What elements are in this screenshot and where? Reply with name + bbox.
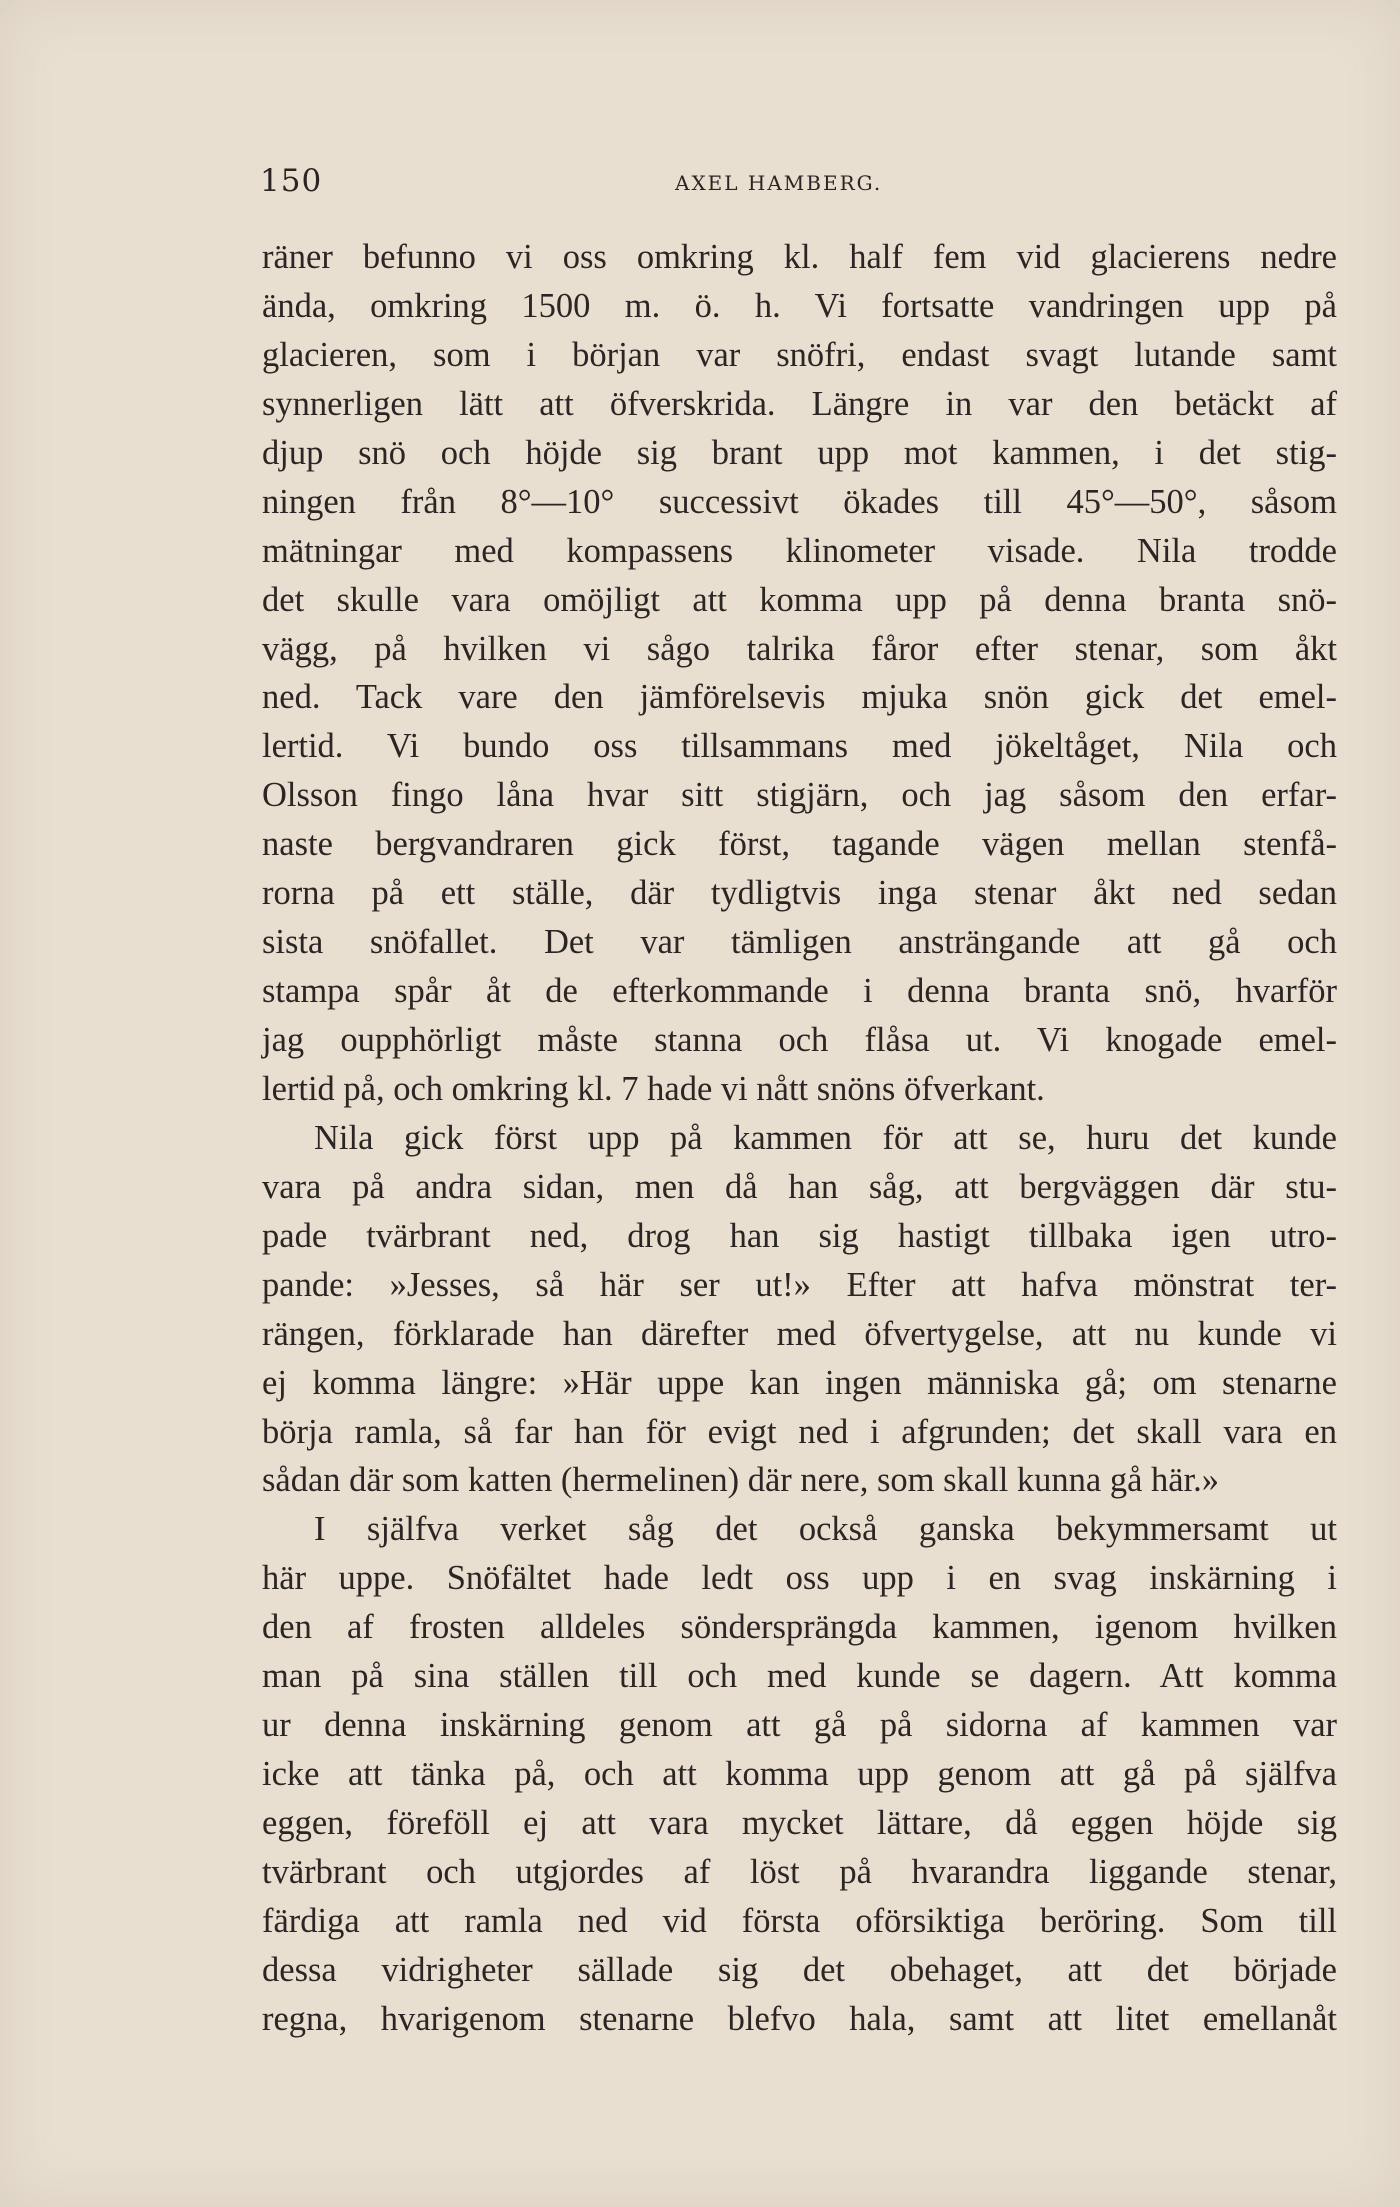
text-line: lertid på, och omkring kl. 7 hade vi nått snöns öfverkant. bbox=[262, 1069, 1045, 1108]
body-text bbox=[262, 233, 1337, 2044]
text-line: djup snö och höjde sig brant upp mot kammen, i det stig- bbox=[262, 433, 1337, 472]
text-line: naste bergvandraren gick först, tagande vägen mellan stenfå- bbox=[262, 825, 1337, 864]
text-line: vara på andra sidan, men då han såg, att bergväggen där stu- bbox=[262, 1167, 1337, 1206]
text-line: synnerligen lätt att öfverskrida. Längre in var den betäckt af bbox=[262, 384, 1337, 423]
text-line: sista snöfallet. Det var tämligen ansträngande att gå och bbox=[262, 923, 1337, 962]
text-line: färdiga att ramla ned vid första oförsiktiga beröring. Som till bbox=[262, 1901, 1337, 1940]
text-line: ned. Tack vare den jämförelsevis mjuka snön gick det emel- bbox=[262, 678, 1337, 717]
running-head: AXEL HAMBERG. bbox=[675, 171, 883, 195]
text-line: rängen, förklarade han därefter med öfvertygelse, att nu kunde vi bbox=[262, 1314, 1337, 1353]
text-line: det skulle vara omöjligt att komma upp på denna branta snö- bbox=[262, 580, 1337, 619]
text-line: stampa spår åt de efterkommande i denna branta snö, hvarför bbox=[262, 972, 1337, 1011]
text-line: rorna på ett ställe, där tydligtvis inga stenar åkt ned sedan bbox=[262, 874, 1337, 913]
text-line: man på sina ställen till och med kunde se dagern. Att komma bbox=[262, 1657, 1337, 1696]
text-line: pade tvärbrant ned, drog han sig hastigt tillbaka igen utro- bbox=[262, 1216, 1337, 1255]
text-line: eggen, föreföll ej att vara mycket lättare, då eggen höjde sig bbox=[262, 1804, 1337, 1842]
text-line: icke att tänka på, och att komma upp genom att gå på själfva bbox=[262, 1755, 1337, 1794]
text-line: ningen från 8°—10° successivt ökades till 45°—50°, såsom bbox=[262, 482, 1337, 521]
text-line: Nila gick först upp på kammen för att se, huru det kunde bbox=[314, 1118, 1337, 1157]
text-line: sådan där som katten (hermelinen) där nere, som skall kunna gå här.» bbox=[262, 1461, 1220, 1500]
page-header bbox=[260, 163, 1335, 203]
text-line: regna, hvarigenom stenarne blefvo hala, samt att litet emellanåt bbox=[262, 1999, 1337, 2038]
text-line: Olsson fingo låna hvar sitt stigjärn, och jag såsom den erfar- bbox=[262, 776, 1337, 815]
text-line: ej komma längre: »Här uppe kan ingen människa gå; om stenarne bbox=[262, 1363, 1337, 1402]
text-line: mätningar med kompassens klinometer visade. Nila trodde bbox=[262, 531, 1337, 570]
text-line: jag oupphörligt måste stanna och flåsa ut. Vi knogade emel- bbox=[262, 1021, 1337, 1059]
text-line: pande: »Jesses, så här ser ut!» Efter att hafva mönstrat ter- bbox=[262, 1265, 1337, 1304]
text-line: ur denna inskärning genom att gå på sidorna af kammen var bbox=[262, 1706, 1337, 1745]
text-line: lertid. Vi bundo oss tillsammans med jökeltåget, Nila och bbox=[262, 727, 1337, 766]
text-line: ända, omkring 1500 m. ö. h. Vi fortsatte vandringen upp på bbox=[262, 286, 1337, 325]
text-line: glacieren, som i början var snöfri, endast svagt lutande samt bbox=[262, 335, 1337, 374]
text-line: börja ramla, så far han för evigt ned i afgrunden; det skall vara en bbox=[262, 1412, 1337, 1451]
text-line: vägg, på hvilken vi sågo talrika fåror efter stenar, som åkt bbox=[262, 629, 1337, 668]
text-line: dessa vidrigheter sällade sig det obehaget, att det började bbox=[262, 1950, 1337, 1989]
text-line: I själfva verket såg det också ganska bekymmersamt ut bbox=[314, 1510, 1337, 1549]
page-number: 150 bbox=[260, 163, 323, 199]
text-line: tvärbrant och utgjordes af löst på hvarandra liggande stenar, bbox=[262, 1852, 1337, 1891]
text-line: den af frosten alldeles söndersprängda kammen, igenom hvilken bbox=[262, 1608, 1337, 1647]
text-line: här uppe. Snöfältet hade ledt oss upp i en svag inskärning i bbox=[262, 1559, 1337, 1598]
text-line: räner befunno vi oss omkring kl. half fem vid glacierens nedre bbox=[262, 238, 1337, 276]
